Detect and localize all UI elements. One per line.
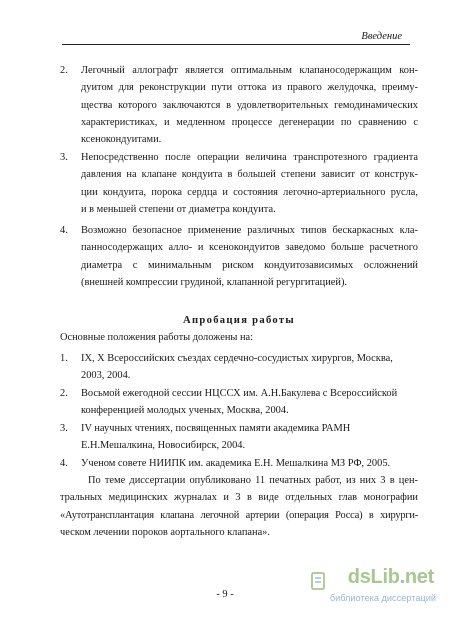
publications-paragraph — [60, 472, 418, 541]
watermark-logo — [348, 566, 434, 589]
presentation-item — [60, 455, 418, 473]
item-text — [81, 350, 418, 385]
text-line: (внешней компрессии грудиной, клапанной регургитацией). — [81, 276, 348, 288]
text-line: и в меньшей степени от диаметра кондуита. — [81, 203, 276, 215]
text-line: Е.Н.Мешалкина, Новосибирск, 2004. — [81, 440, 246, 452]
logo-tld: net — [404, 566, 434, 588]
logo-main: dsLib — [347, 566, 400, 588]
watermark-subtitle: библиотека диссертаций — [329, 593, 436, 603]
conclusion-item — [60, 222, 418, 292]
presentation-item — [60, 420, 418, 455]
text-line: 2003, 2004. — [81, 370, 131, 382]
presentation-item — [60, 385, 418, 420]
book-icon — [310, 570, 328, 592]
item-text — [81, 420, 418, 455]
text-line: Легочный аллографт является оптимальным клапаносодержащим кон- — [81, 65, 418, 76]
text-line: ции кондуита, порока сердца и состояния легочно-артериального русла, — [81, 186, 418, 198]
item-text — [81, 222, 418, 291]
logo-dot: . — [399, 566, 405, 588]
header-divider — [62, 44, 410, 45]
text-line: ческом лечении пороков аортального клапана». — [60, 526, 270, 538]
conclusion-item — [60, 62, 418, 150]
text-line: «Аутотрансплантация клапана легочной артерии (операция Росса) в хирурги- — [60, 509, 418, 521]
item-text — [81, 385, 418, 420]
text-line: давления на клапане кондуита в большей степени зависит от конструк- — [81, 169, 418, 181]
item-number: 4. — [60, 225, 68, 236]
item-number: 3. — [60, 152, 68, 163]
text-line: По теме диссертации опубликовано 11 печатных работ, из них 3 в цен- — [88, 475, 418, 486]
item-text — [81, 62, 418, 148]
dslib-watermark[interactable] — [310, 566, 440, 614]
section-intro: Основные положения работы доложены на: — [60, 332, 254, 343]
text-line: Ученом совете НИИПК им. академика Е.Н. Мешалкина МЗ РФ, 2005. — [81, 458, 391, 469]
item-number: 4. — [60, 458, 68, 469]
text-line: характеристиках, и медленном процессе дегенерации по сравнению с — [81, 116, 418, 128]
text-line: IV научных чтениях, посвященных памяти академика РАМН — [81, 423, 351, 434]
text-line: Непосредственно после операции величина транспротезного градиента — [81, 152, 418, 163]
presentation-item — [60, 350, 418, 385]
text-line: панносодержащих алло- и ксенокондуитов заведомо больше расчетного — [81, 242, 418, 254]
text-line: дуитом для реконструкции пути оттока из правого желудочка, преиму- — [81, 82, 418, 94]
text-line: IX, X Всероссийских съездах сердечно-сосудистых хирургов, Москва, — [81, 353, 393, 364]
text-line: тральных медицинских журналах и 3 в виде отдельных глав монографии — [60, 492, 418, 504]
text-line: конференцией молодых ученых, Москва, 2004. — [81, 405, 289, 417]
section-heading: Апробация работы — [183, 315, 295, 326]
page-number: - 9 - — [216, 589, 234, 600]
item-text — [81, 455, 418, 472]
text-line: Возможно безопасное применение различных типов бескаркасных кла- — [81, 225, 418, 236]
text-line: диаметра с минимальным риском кондуитозависимых осложнений — [81, 259, 418, 271]
item-number: 2. — [60, 65, 68, 76]
text-line: Восьмой ежегодной сессии НЦССХ им. А.Н.Бакулева с Всероссийской — [81, 388, 398, 399]
text-line: ксенокондуитами. — [81, 134, 162, 146]
text-line: щества которого заключаются в удовлетворительных гемодинамических — [81, 99, 418, 111]
item-number: 2. — [60, 388, 68, 399]
item-number: 3. — [60, 423, 68, 434]
conclusion-item — [60, 149, 418, 219]
item-number: 1. — [60, 353, 68, 364]
running-header-title: Введение — [361, 31, 402, 42]
item-text — [81, 149, 418, 218]
